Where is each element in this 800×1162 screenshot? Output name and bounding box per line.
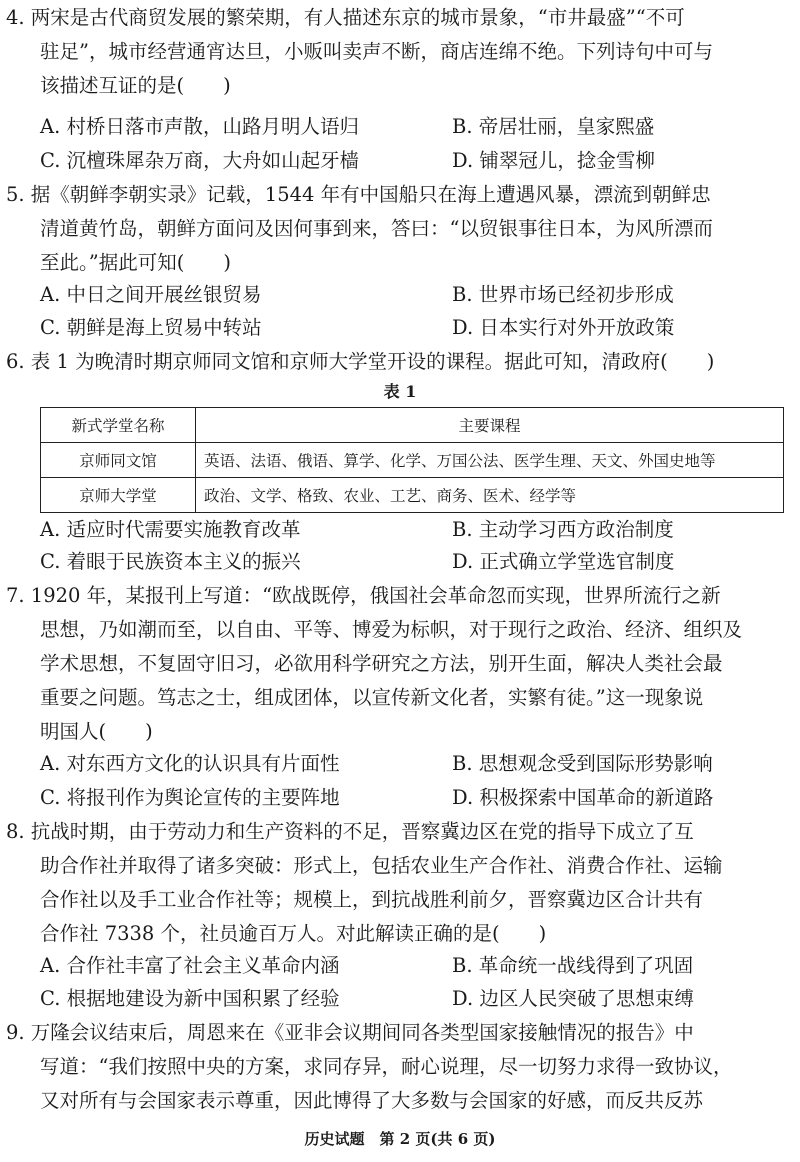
table-cell-school: 京师大学堂 (41, 478, 196, 513)
q6-option-c: C. 着眼于民族资本主义的振兴 (40, 550, 301, 573)
q8-line-4: 合作社 7338 个，社员逾百万人。对此解读正确的是( ) (40, 922, 547, 945)
q8-option-a: A. 合作社丰富了社会主义革命内涵 (40, 954, 340, 977)
table-row (41, 443, 784, 478)
q9-line-1: 9. 万隆会议结束后，周恩来在《亚非会议期间同各类型国家接触情况的报告》中 (6, 1021, 694, 1044)
q7-line-2: 思想，乃如潮而至，以自由、平等、博爱为标帜，对于现行之政治、经济、组织及 (40, 618, 743, 641)
q8-line-3: 合作社以及手工业合作社等；规模上，到抗战胜利前夕，晋察冀边区合计共有 (40, 888, 704, 911)
q7-option-c: C. 将报刊作为舆论宣传的主要阵地 (40, 786, 340, 809)
q5-line-3: 至此。”据此可知( ) (40, 251, 231, 274)
table-row (41, 478, 784, 513)
course-table (40, 407, 784, 513)
table-header-courses: 主要课程 (196, 408, 784, 443)
q5-option-a: A. 中日之间开展丝银贸易 (40, 283, 262, 306)
q7-option-d: D. 积极探索中国革命的新道路 (452, 786, 714, 809)
q6-option-b: B. 主动学习西方政治制度 (452, 518, 674, 541)
q8-option-b: B. 革命统一战线得到了巩固 (452, 954, 694, 977)
q5-option-d: D. 日本实行对外开放政策 (452, 316, 675, 339)
q8-option-d: D. 边区人民突破了思想束缚 (452, 987, 694, 1010)
q9-line-2: 写道：“我们按照中央的方案，求同存异，耐心说理，尽一切努力求得一致协议， (40, 1055, 733, 1078)
q8-line-2: 助合作社并取得了诸多突破：形式上，包括农业生产合作社、消费合作社、运输 (40, 854, 723, 877)
q9-line-3: 又对所有与会国家表示尊重，因此博得了大多数与会国家的好感，而反共反苏 (40, 1089, 704, 1112)
q6-option-a: A. 适应时代需要实施教育改革 (40, 518, 301, 541)
q4-line-1: 4. 两宋是古代商贸发展的繁荣期，有人描述东京的城市景象，“市井最盛”“不可 (6, 6, 685, 29)
q4-line-3: 该描述互证的是( ) (40, 74, 231, 97)
q8-option-c: C. 根据地建设为新中国积累了经验 (40, 987, 340, 1010)
q7-option-a: A. 对东西方文化的认识具有片面性 (40, 752, 340, 775)
q4-option-d: D. 铺翠冠儿，捻金雪柳 (452, 149, 655, 172)
q7-option-b: B. 思想观念受到国际形势影响 (452, 752, 713, 775)
q6-line-1: 6. 表 1 为晚清时期京师同文馆和京师大学堂开设的课程。据此可知，清政府( ) (6, 350, 715, 373)
table-cell-school: 京师同文馆 (41, 443, 196, 478)
table-caption: 表 1 (383, 382, 417, 401)
q5-line-1: 5. 据《朝鲜李朝实录》记载，1544 年有中国船只在海上遭遇风暴，漂流到朝鲜忠 (6, 183, 711, 206)
q7-line-1: 7. 1920 年，某报刊上写道：“欧战既停，俄国社会革命忽而实现，世界所流行之新 (6, 584, 721, 607)
q4-option-a: A. 村桥日落市声散，山路月明人语归 (40, 115, 359, 138)
table-cell-courses: 英语、法语、俄语、算学、化学、万国公法、医学生理、天文、外国史地等 (196, 443, 784, 478)
page-footer: 历史试题 第 2 页(共 6 页) (304, 1130, 496, 1148)
q5-option-c: C. 朝鲜是海上贸易中转站 (40, 316, 262, 339)
q8-line-1: 8. 抗战时期，由于劳动力和生产资料的不足，晋察冀边区在党的指导下成立了互 (6, 820, 694, 843)
q7-line-4: 重要之问题。笃志之士，组成团体，以宣传新文化者，实繁有徒。”这一现象说 (40, 686, 704, 709)
q4-option-c: C. 沉檀珠犀杂万商，大舟如山起牙樯 (40, 149, 360, 172)
table-header-school: 新式学堂名称 (41, 408, 196, 443)
q4-line-2: 驻足”，城市经营通宵达旦，小贩叫卖声不断，商店连绵不绝。下列诗句中可与 (40, 40, 713, 63)
q7-line-5: 明国人( ) (40, 720, 153, 743)
table-header-row (41, 408, 784, 443)
q4-option-b: B. 帝居壮丽，皇家熙盛 (452, 115, 655, 138)
table-cell-courses: 政治、文学、格致、农业、工艺、商务、医术、经学等 (196, 478, 784, 513)
q5-line-2: 清道黄竹岛，朝鲜方面问及因何事到来，答曰：“以贸银事往日本，为风所漂而 (40, 217, 713, 240)
q6-option-d: D. 正式确立学堂选官制度 (452, 550, 675, 573)
q7-line-3: 学术思想，不复固守旧习，必欲用科学研究之方法，别开生面，解决人类社会最 (40, 652, 723, 675)
q5-option-b: B. 世界市场已经初步形成 (452, 283, 674, 306)
